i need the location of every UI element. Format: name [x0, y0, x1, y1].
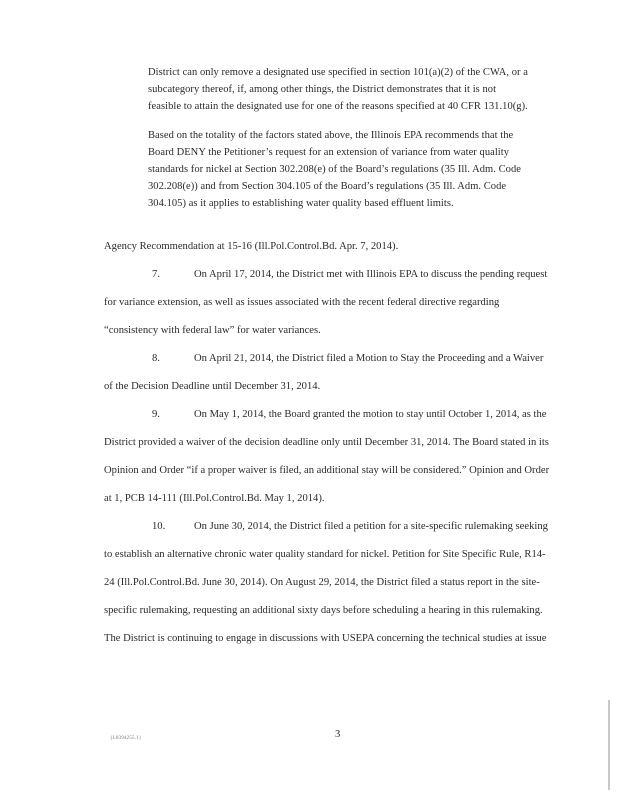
- paragraph-8: [104, 345, 550, 401]
- page-number: 3: [335, 729, 341, 740]
- body-text: [104, 233, 550, 653]
- paragraph-text: On May 1, 2014, the Board granted the motion to stay until October 1, 2014, as the District provided a waiver of the decision deadline only until December 31, 2014. The Board stated in its Opinion and Order “if a proper waiver is filed, an additional stay will be considered.” Opinion and Order at 1, PCB 14-111 (Ill.Pol.Control.Bd. May 1, 2014).: [104, 409, 550, 504]
- document-id: {L0394255.1}: [110, 736, 142, 741]
- paragraph-9: [104, 401, 550, 513]
- quote-paragraph-1: District can only remove a designated use specified in section 101(a)(2) of the CWA, or a subcategory thereof, if, among other things, the District demonstrates that it is not feasible to attain the designated use for one of the reasons specified at 40 CFR 131.10(g).: [148, 67, 528, 112]
- quote-paragraph-2: Based on the totality of the factors stated above, the Illinois EPA recommends that the Board DENY the Petitioner’s request for an extension of variance from water quality standards for nickel at Section 302.208(e) of the Board’s regulations (35 Ill. Adm. Code 302.208(e)) and from Section 304.105 of the Board’s regulations (35 Ill. Adm. Code 304.105) as it applies to establishing water quality based effluent limits.: [148, 130, 521, 209]
- scan-edge-line: [608, 700, 610, 790]
- paragraph-number: 7.: [152, 269, 160, 280]
- paragraph-number: 9.: [152, 409, 160, 420]
- paragraph-number: 10.: [152, 521, 166, 532]
- citation-line: Agency Recommendation at 15-16 (Ill.Pol.Control.Bd. Apr. 7, 2014).: [104, 241, 399, 252]
- paragraph-number: 8.: [152, 353, 160, 364]
- paragraph-7: [104, 261, 550, 345]
- paragraph-10: [104, 513, 550, 653]
- paragraph-text: On April 17, 2014, the District met with Illinois EPA to discuss the pending request for variance extension, as well as issues associated with the recent federal directive regarding “consistency with federal law” for water variances.: [104, 269, 548, 336]
- paragraph-text: On April 21, 2014, the District filed a Motion to Stay the Proceeding and a Waiver of the Decision Deadline until December 31, 2014.: [104, 353, 544, 392]
- block-quote: [148, 64, 528, 224]
- paragraph-text: On June 30, 2014, the District filed a petition for a site-specific rulemaking seeking to establish an alternative chronic water quality standard for nickel. Petition for Site Specific Rule, R14-24 (Ill.Pol.Control.Bd. June 30, 2014). On August 29, 2014, the District filed a status report in the site-specific rulemaking, requesting an additional sixty days before scheduling a hearing in this rulemaking. The District is continuing to engage in discussions with USEPA concerning the technical studies at issue: [104, 521, 548, 644]
